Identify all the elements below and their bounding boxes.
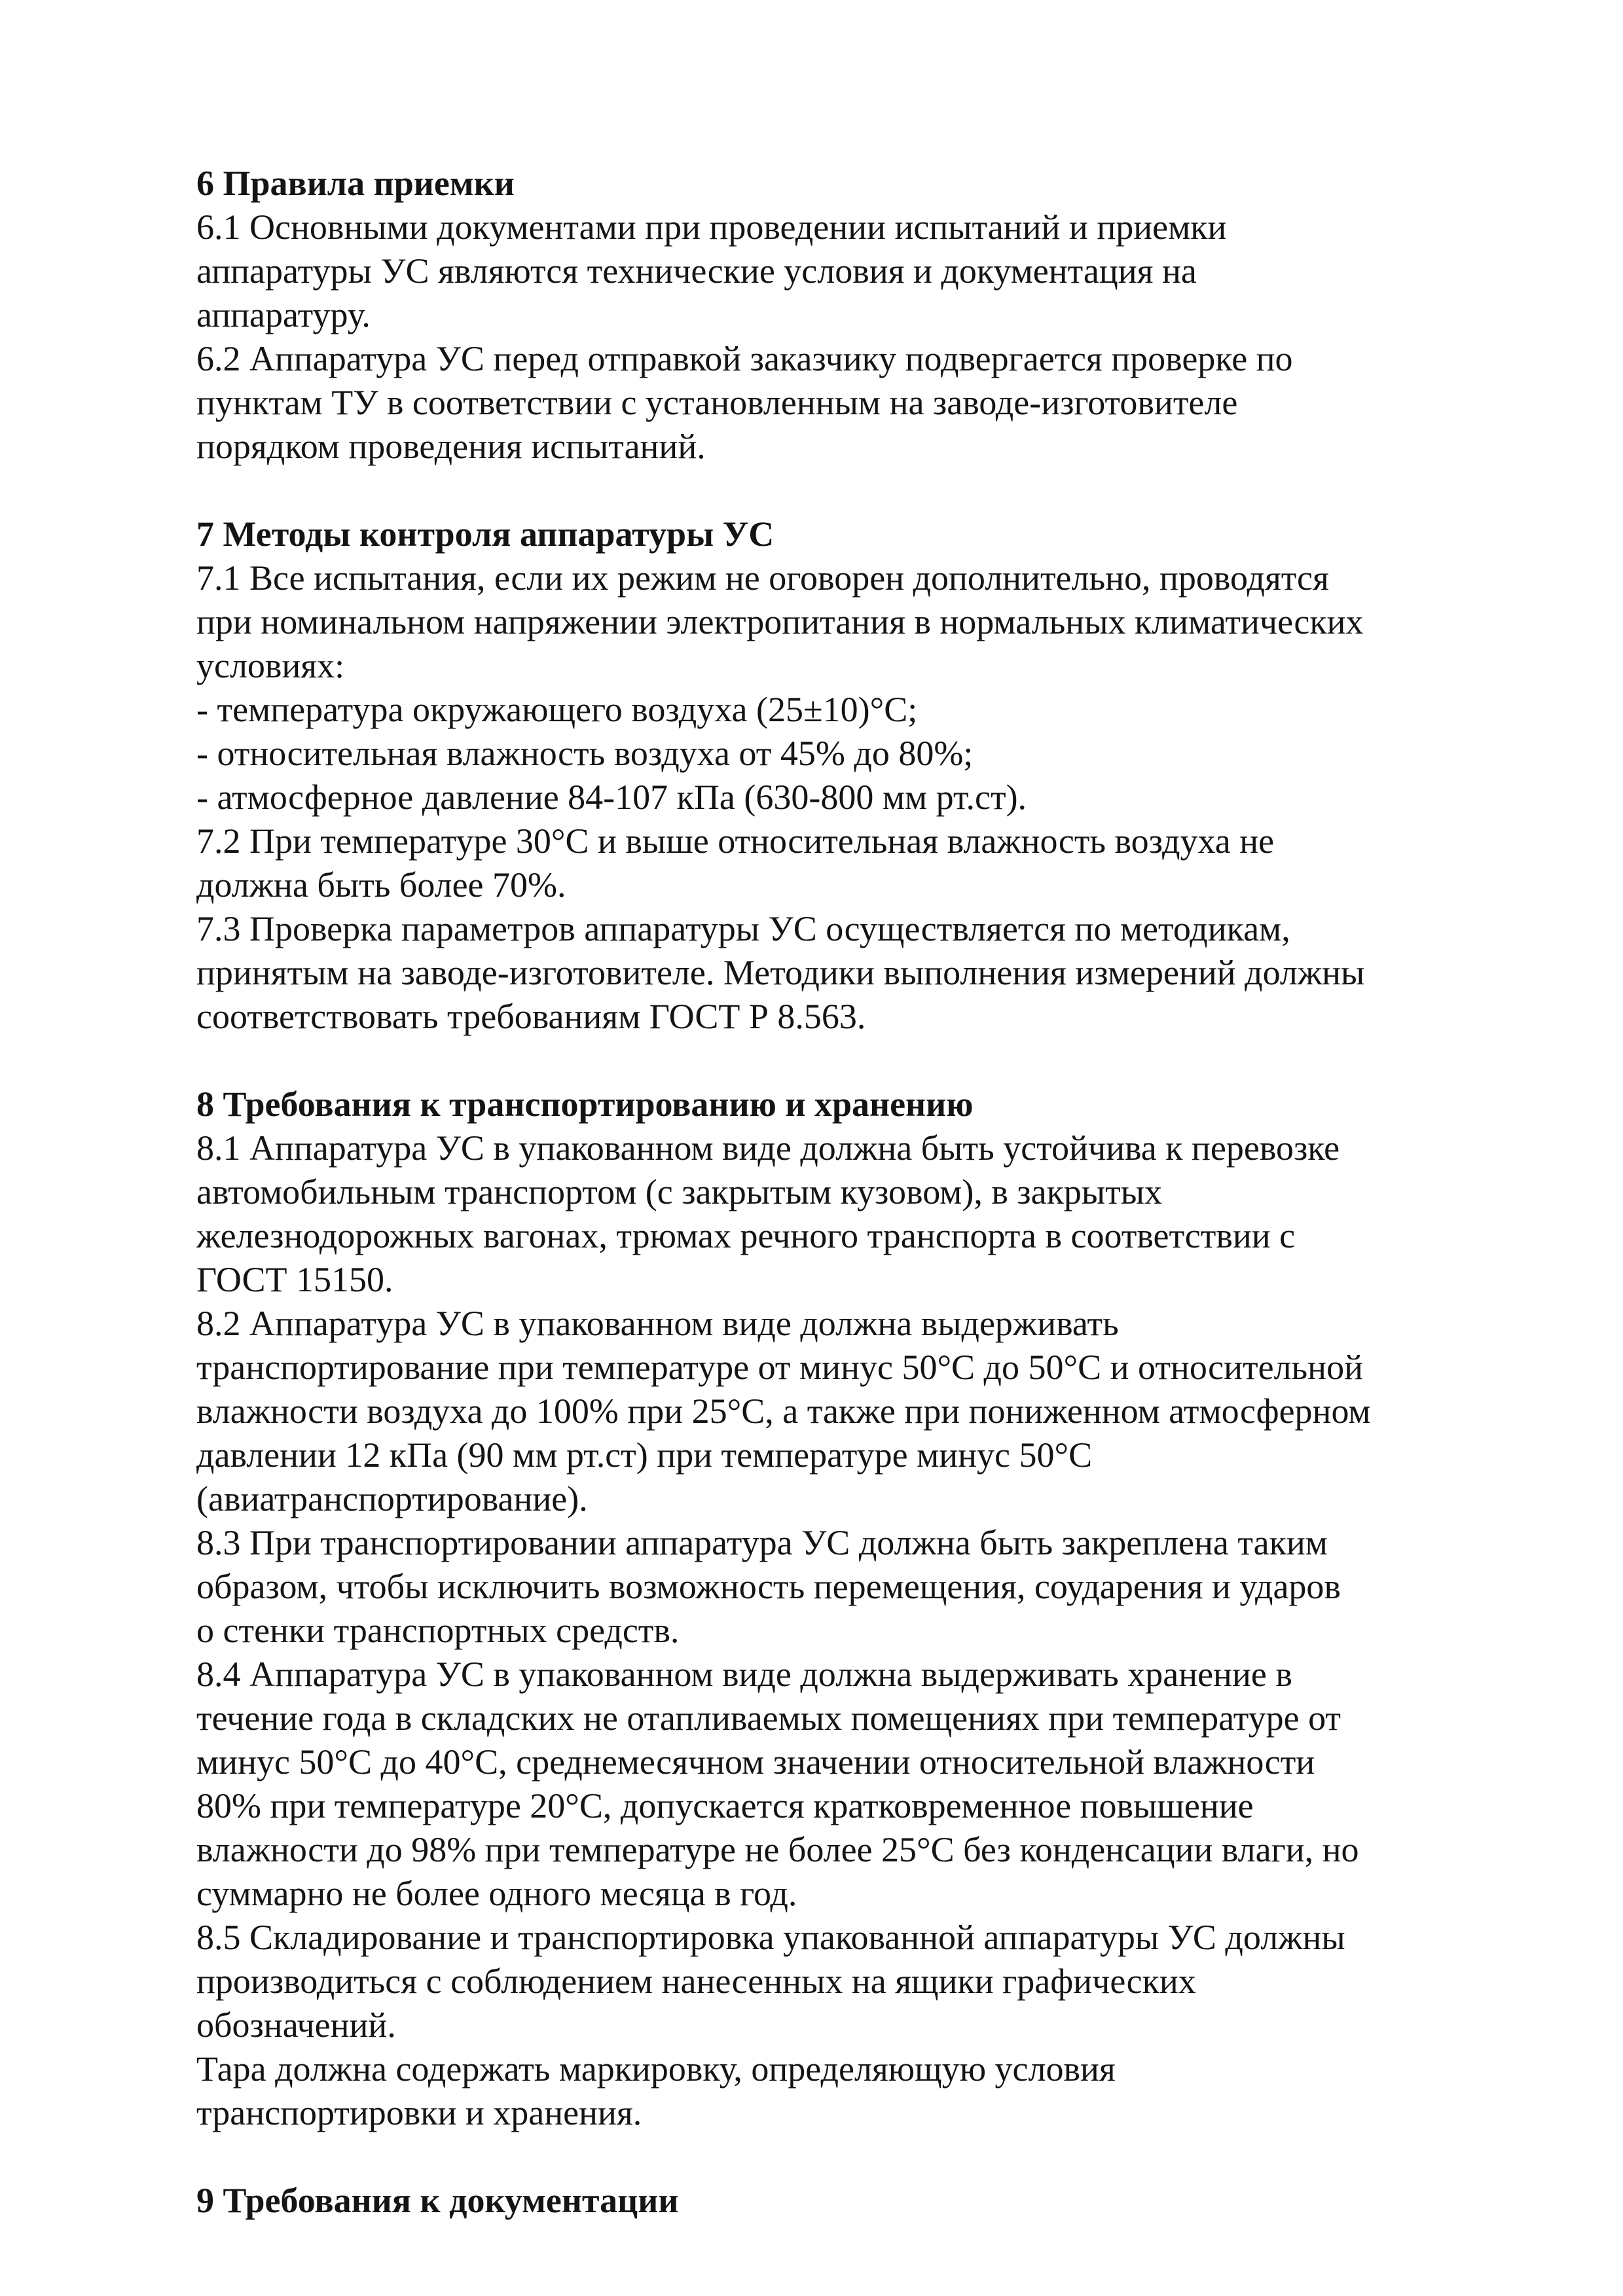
paragraph-6-2 (196, 337, 1519, 469)
text-line: порядком проведения испытаний. (196, 427, 706, 466)
text-line: образом, чтобы исключить возможность перемещения, соударения и ударов (196, 1567, 1341, 1606)
paragraph-7-1 (196, 556, 1519, 688)
text-line: транспортирование при температуре от минус 50°С до 50°С и относительной (196, 1348, 1363, 1387)
text-line: - температура окружающего воздуха (25±10)°С; (196, 690, 918, 729)
text-line: 8.4 Аппаратура УС в упакованном виде должна выдерживать хранение в (196, 1655, 1292, 1694)
paragraph-7-2 (196, 819, 1519, 907)
text-line: 8.1 Аппаратура УС в упакованном виде должна быть устойчива к перевозке (196, 1128, 1340, 1168)
text-line: аппаратуру. (196, 295, 371, 334)
list-item-temperature (196, 688, 1519, 732)
paragraph-7-3 (196, 907, 1519, 1039)
text-line: железнодорожных вагонах, трюмах речного транспорта в соответствии с (196, 1216, 1296, 1255)
text-line: автомобильным транспортом (с закрытым кузовом), в закрытых (196, 1172, 1163, 1211)
text-line: влажности воздуха до 100% при 25°С, а также при пониженном атмосферном (196, 1391, 1371, 1431)
text-line: - относительная влажность воздуха от 45% до 80%; (196, 734, 974, 773)
text-line: 7.1 Все испытания, если их режим не оговорен дополнительно, проводятся (196, 558, 1329, 598)
text-line: минус 50°С до 40°С, среднемесячном значении относительной влажности (196, 1742, 1315, 1782)
section-heading: 8 Требования к транспортированию и хранению (196, 1085, 974, 1124)
section-heading: 9 Требования к документации (196, 2181, 679, 2220)
section-7 (196, 512, 1519, 1039)
text-line: аппаратуры УС являются технические условия и документация на (196, 251, 1197, 291)
text-line: транспортировки и хранения. (196, 2093, 642, 2132)
list-item-humidity (196, 732, 1519, 776)
text-line: 8.5 Складирование и транспортировка упакованной аппаратуры УС должны (196, 1918, 1345, 1957)
paragraph-8-2 (196, 1302, 1519, 1521)
text-line: ГОСТ 15150. (196, 1260, 393, 1299)
text-line: о стенки транспортных средств. (196, 1611, 680, 1650)
paragraph-8-5 (196, 1916, 1519, 2047)
text-line: (авиатранспортирование). (196, 1479, 588, 1518)
text-line: принятым на заводе-изготовителе. Методики выполнения измерений должны (196, 953, 1365, 992)
section-6 (196, 162, 1519, 469)
text-line: давлении 12 кПа (90 мм рт.ст) при температуре минус 50°С (196, 1435, 1093, 1475)
text-line: - атмосферное давление 84-107 кПа (630-800 мм рт.ст). (196, 778, 1027, 817)
list-item-pressure (196, 776, 1519, 819)
text-line: суммарно не более одного месяца в год. (196, 1874, 797, 1913)
paragraph-6-1 (196, 206, 1519, 337)
text-line: производиться с соблюдением нанесенных на ящики графических (196, 1962, 1196, 2001)
text-line: 6.2 Аппаратура УС перед отправкой заказчику подвергается проверке по (196, 339, 1293, 378)
text-line: 8.2 Аппаратура УС в упакованном виде должна выдерживать (196, 1304, 1119, 1343)
text-line: обозначений. (196, 2005, 396, 2045)
section-heading: 7 Методы контроля аппаратуры УС (196, 514, 775, 554)
text-line: соответствовать требованиям ГОСТ Р 8.563. (196, 997, 866, 1036)
document-page (196, 162, 1519, 2223)
text-line: влажности до 98% при температуре не более 25°С без конденсации влаги, но (196, 1830, 1359, 1869)
text-line: пунктам ТУ в соответствии с установленным на заводе-изготовителе (196, 383, 1238, 422)
text-line: 8.3 При транспортировании аппаратура УС должна быть закреплена таким (196, 1523, 1328, 1562)
section-heading: 6 Правила приемки (196, 164, 515, 203)
text-line: 7.2 При температуре 30°С и выше относительная влажность воздуха не (196, 821, 1275, 861)
text-line: Тара должна содержать маркировку, определяющую условия (196, 2049, 1116, 2089)
paragraph-packaging (196, 2047, 1519, 2135)
paragraph-8-1 (196, 1126, 1519, 1302)
text-line: 6.1 Основными документами при проведении испытаний и приемки (196, 207, 1227, 247)
paragraph-8-4 (196, 1653, 1519, 1916)
text-line: 7.3 Проверка параметров аппаратуры УС осуществляется по методикам, (196, 909, 1290, 948)
text-line: 80% при температуре 20°С, допускается кратковременное повышение (196, 1786, 1254, 1825)
paragraph-8-3 (196, 1521, 1519, 1653)
section-9 (196, 2179, 1519, 2223)
text-line: условиях: (196, 646, 345, 685)
section-8 (196, 1083, 1519, 2135)
text-line: при номинальном напряжении электропитания в нормальных климатических (196, 602, 1364, 641)
text-line: должна быть более 70%. (196, 865, 566, 905)
text-line: течение года в складских не отапливаемых помещениях при температуре от (196, 1698, 1341, 1738)
